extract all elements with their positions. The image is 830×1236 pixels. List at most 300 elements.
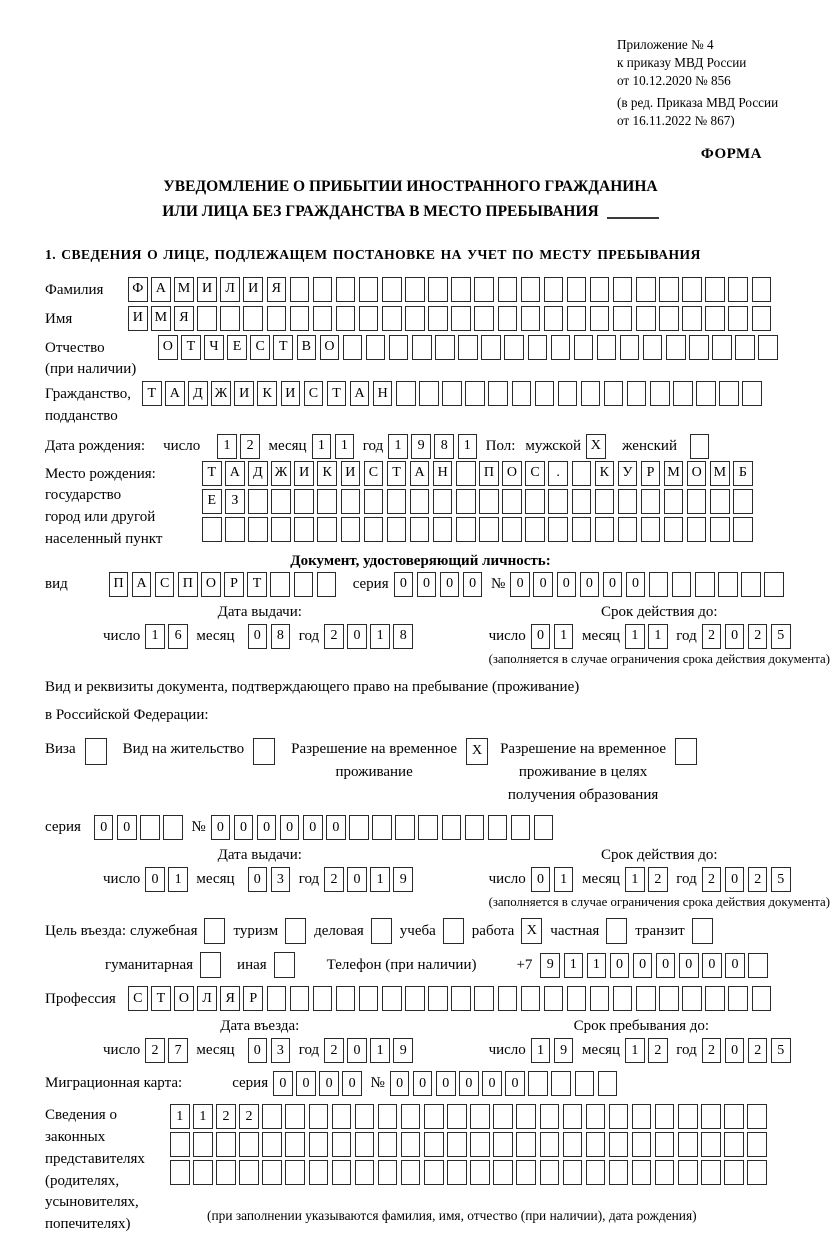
form-cell[interactable]: 1 <box>388 434 408 459</box>
form-cell[interactable] <box>488 381 508 406</box>
form-cell[interactable]: 8 <box>393 624 413 649</box>
identity-expiry-year[interactable] <box>702 624 794 649</box>
form-cell[interactable] <box>382 306 402 331</box>
form-cell[interactable] <box>447 1104 467 1129</box>
form-cell[interactable] <box>253 738 275 765</box>
residence-issue-month[interactable] <box>248 867 294 892</box>
form-cell[interactable] <box>355 1104 375 1129</box>
form-cell[interactable] <box>567 277 587 302</box>
form-cell[interactable]: 0 <box>557 572 577 597</box>
form-cell[interactable] <box>243 306 263 331</box>
form-cell[interactable]: 0 <box>436 1071 456 1096</box>
form-cell[interactable] <box>285 1104 305 1129</box>
form-cell[interactable] <box>719 381 739 406</box>
form-cell[interactable]: Н <box>373 381 393 406</box>
form-cell[interactable]: 0 <box>326 815 346 840</box>
form-cell[interactable] <box>544 306 564 331</box>
form-cell[interactable] <box>395 815 415 840</box>
form-cell[interactable]: 0 <box>603 572 623 597</box>
form-cell[interactable]: 0 <box>725 1038 745 1063</box>
form-cell[interactable]: А <box>350 381 370 406</box>
purpose-business-checkbox[interactable] <box>364 918 392 944</box>
form-cell[interactable]: 8 <box>434 434 454 459</box>
form-cell[interactable] <box>170 1160 190 1185</box>
form-cell[interactable] <box>666 335 686 360</box>
form-cell[interactable] <box>428 277 448 302</box>
form-cell[interactable] <box>474 306 494 331</box>
form-cell[interactable] <box>521 277 541 302</box>
form-cell[interactable] <box>567 986 587 1011</box>
form-cell[interactable]: . <box>548 461 568 486</box>
form-cell[interactable]: 2 <box>702 1038 722 1063</box>
form-cell[interactable] <box>535 381 555 406</box>
form-cell[interactable] <box>401 1132 421 1157</box>
form-cell[interactable] <box>512 381 532 406</box>
form-cell[interactable] <box>540 1104 560 1129</box>
purpose-work-checkbox[interactable] <box>514 918 542 944</box>
form-cell[interactable] <box>575 1071 595 1096</box>
identity-issue-year[interactable] <box>324 624 416 649</box>
form-cell[interactable]: С <box>525 461 545 486</box>
form-cell[interactable]: 9 <box>393 1038 413 1063</box>
form-cell[interactable] <box>451 986 471 1011</box>
form-cell[interactable] <box>741 572 761 597</box>
form-cell[interactable] <box>332 1104 352 1129</box>
form-cell[interactable] <box>747 1160 767 1185</box>
form-cell[interactable]: Р <box>243 986 263 1011</box>
form-cell[interactable] <box>447 1132 467 1157</box>
temp-residence-checkbox[interactable] <box>457 738 488 765</box>
form-cell[interactable] <box>313 306 333 331</box>
purpose-humanitarian-checkbox[interactable] <box>193 952 221 978</box>
entry-day[interactable] <box>145 1038 191 1063</box>
form-cell[interactable]: 0 <box>531 624 551 649</box>
form-cell[interactable] <box>341 489 361 514</box>
form-cell[interactable] <box>465 815 485 840</box>
form-cell[interactable] <box>502 517 522 542</box>
form-cell[interactable]: П <box>178 572 198 597</box>
stay-month[interactable] <box>625 1038 671 1063</box>
form-cell[interactable] <box>424 1132 444 1157</box>
form-cell[interactable] <box>267 986 287 1011</box>
form-cell[interactable] <box>262 1104 282 1129</box>
form-cell[interactable]: О <box>320 335 340 360</box>
form-cell[interactable]: 0 <box>679 953 699 978</box>
form-cell[interactable] <box>696 381 716 406</box>
form-cell[interactable]: 2 <box>748 1038 768 1063</box>
form-cell[interactable] <box>747 1104 767 1129</box>
form-cell[interactable]: 9 <box>554 1038 574 1063</box>
migration-series-boxes[interactable] <box>273 1071 365 1096</box>
male-checkbox[interactable] <box>586 434 609 459</box>
form-cell[interactable] <box>764 572 784 597</box>
form-cell[interactable]: С <box>128 986 148 1011</box>
form-cell[interactable]: 2 <box>648 867 668 892</box>
form-cell[interactable] <box>620 335 640 360</box>
form-cell[interactable]: 0 <box>417 572 437 597</box>
residence-number-boxes[interactable] <box>211 815 557 840</box>
birth-month-boxes[interactable] <box>312 434 358 459</box>
form-cell[interactable] <box>412 335 432 360</box>
residence-expiry-day[interactable] <box>531 867 577 892</box>
form-cell[interactable] <box>418 815 438 840</box>
residence-issue-year[interactable] <box>324 867 416 892</box>
form-cell[interactable]: 0 <box>234 815 254 840</box>
form-cell[interactable] <box>690 434 710 459</box>
form-cell[interactable]: 0 <box>319 1071 339 1096</box>
form-cell[interactable] <box>525 517 545 542</box>
form-cell[interactable] <box>470 1160 490 1185</box>
form-cell[interactable]: М <box>664 461 684 486</box>
form-cell[interactable] <box>678 1132 698 1157</box>
form-cell[interactable] <box>372 815 392 840</box>
form-cell[interactable]: 0 <box>248 867 268 892</box>
form-cell[interactable] <box>752 986 772 1011</box>
form-cell[interactable] <box>613 277 633 302</box>
form-cell[interactable] <box>502 489 522 514</box>
form-cell[interactable] <box>655 1160 675 1185</box>
form-cell[interactable]: 0 <box>533 572 553 597</box>
form-cell[interactable] <box>474 986 494 1011</box>
form-cell[interactable] <box>609 1132 629 1157</box>
form-cell[interactable]: Т <box>247 572 267 597</box>
form-cell[interactable] <box>590 306 610 331</box>
representatives-row3[interactable] <box>170 1160 770 1185</box>
form-cell[interactable] <box>262 1132 282 1157</box>
form-cell[interactable]: С <box>155 572 175 597</box>
form-cell[interactable] <box>285 1132 305 1157</box>
form-cell[interactable] <box>170 1132 190 1157</box>
form-cell[interactable] <box>493 1132 513 1157</box>
form-cell[interactable]: Е <box>227 335 247 360</box>
form-cell[interactable]: А <box>410 461 430 486</box>
form-cell[interactable] <box>493 1160 513 1185</box>
form-cell[interactable]: О <box>158 335 178 360</box>
form-cell[interactable] <box>378 1160 398 1185</box>
form-cell[interactable]: 2 <box>702 624 722 649</box>
form-cell[interactable] <box>341 517 361 542</box>
form-cell[interactable]: 0 <box>394 572 414 597</box>
form-cell[interactable] <box>528 1071 548 1096</box>
form-cell[interactable] <box>274 952 295 978</box>
form-cell[interactable] <box>382 986 402 1011</box>
form-cell[interactable]: М <box>151 306 171 331</box>
form-cell[interactable]: В <box>297 335 317 360</box>
form-cell[interactable] <box>371 918 392 944</box>
form-cell[interactable] <box>705 986 725 1011</box>
form-cell[interactable] <box>544 986 564 1011</box>
form-cell[interactable] <box>451 277 471 302</box>
form-cell[interactable]: 1 <box>145 624 165 649</box>
form-cell[interactable]: Т <box>151 986 171 1011</box>
form-cell[interactable]: 0 <box>94 815 114 840</box>
form-cell[interactable] <box>239 1160 259 1185</box>
form-cell[interactable]: 1 <box>587 953 607 978</box>
form-cell[interactable] <box>225 517 245 542</box>
form-cell[interactable] <box>442 815 462 840</box>
form-cell[interactable] <box>428 986 448 1011</box>
form-cell[interactable] <box>572 461 592 486</box>
profession-boxes[interactable] <box>128 986 775 1011</box>
form-cell[interactable] <box>673 381 693 406</box>
doc-number-boxes[interactable] <box>510 572 787 597</box>
form-cell[interactable]: 0 <box>505 1071 525 1096</box>
form-cell[interactable]: И <box>243 277 263 302</box>
form-cell[interactable] <box>618 517 638 542</box>
form-cell[interactable] <box>456 517 476 542</box>
form-cell[interactable] <box>405 306 425 331</box>
form-cell[interactable]: 1 <box>625 867 645 892</box>
form-cell[interactable]: 1 <box>554 867 574 892</box>
form-cell[interactable] <box>382 277 402 302</box>
form-cell[interactable] <box>511 815 531 840</box>
purpose-transit-checkbox[interactable] <box>685 918 713 944</box>
form-cell[interactable] <box>650 381 670 406</box>
form-cell[interactable] <box>309 1132 329 1157</box>
form-cell[interactable] <box>470 1104 490 1129</box>
purpose-private-checkbox[interactable] <box>599 918 627 944</box>
form-cell[interactable] <box>618 489 638 514</box>
form-cell[interactable]: 2 <box>240 434 260 459</box>
form-cell[interactable] <box>641 489 661 514</box>
form-cell[interactable] <box>528 335 548 360</box>
form-cell[interactable] <box>498 986 518 1011</box>
form-cell[interactable] <box>248 489 268 514</box>
form-cell[interactable] <box>343 335 363 360</box>
form-cell[interactable] <box>465 381 485 406</box>
form-cell[interactable] <box>366 335 386 360</box>
form-cell[interactable]: 0 <box>440 572 460 597</box>
form-cell[interactable]: 8 <box>271 624 291 649</box>
form-cell[interactable]: К <box>595 461 615 486</box>
form-cell[interactable] <box>563 1160 583 1185</box>
form-cell[interactable]: И <box>234 381 254 406</box>
form-cell[interactable] <box>309 1160 329 1185</box>
purpose-tourism-checkbox[interactable] <box>278 918 306 944</box>
form-cell[interactable] <box>548 517 568 542</box>
form-cell[interactable] <box>682 306 702 331</box>
citizenship-boxes[interactable] <box>142 381 766 406</box>
residence-series-boxes[interactable] <box>94 815 186 840</box>
birth-place-row3[interactable] <box>202 517 756 542</box>
form-cell[interactable]: О <box>687 461 707 486</box>
form-cell[interactable] <box>682 277 702 302</box>
form-cell[interactable]: 1 <box>531 1038 551 1063</box>
form-cell[interactable]: 1 <box>335 434 355 459</box>
birth-year-boxes[interactable] <box>388 434 480 459</box>
form-cell[interactable]: 0 <box>610 953 630 978</box>
form-cell[interactable] <box>451 306 471 331</box>
form-cell[interactable]: 1 <box>170 1104 190 1129</box>
form-cell[interactable] <box>285 1160 305 1185</box>
female-checkbox[interactable] <box>690 434 713 459</box>
form-cell[interactable] <box>563 1104 583 1129</box>
form-cell[interactable]: 1 <box>625 1038 645 1063</box>
form-cell[interactable]: З <box>225 489 245 514</box>
form-cell[interactable] <box>435 335 455 360</box>
identity-expiry-month[interactable] <box>625 624 671 649</box>
purpose-official-checkbox[interactable] <box>197 918 225 944</box>
form-cell[interactable] <box>202 517 222 542</box>
form-cell[interactable] <box>540 1132 560 1157</box>
form-cell[interactable]: 2 <box>324 867 344 892</box>
form-cell[interactable]: 0 <box>145 867 165 892</box>
form-cell[interactable] <box>481 335 501 360</box>
form-cell[interactable]: 0 <box>725 953 745 978</box>
form-cell[interactable] <box>735 335 755 360</box>
form-cell[interactable]: А <box>165 381 185 406</box>
form-cell[interactable] <box>193 1132 213 1157</box>
form-cell[interactable] <box>678 1104 698 1129</box>
form-cell[interactable] <box>718 572 738 597</box>
form-cell[interactable] <box>728 986 748 1011</box>
form-cell[interactable] <box>387 517 407 542</box>
form-cell[interactable]: 0 <box>459 1071 479 1096</box>
form-cell[interactable] <box>267 306 287 331</box>
form-cell[interactable] <box>378 1132 398 1157</box>
phone-boxes[interactable] <box>540 953 771 978</box>
form-cell[interactable]: 0 <box>463 572 483 597</box>
form-cell[interactable] <box>692 918 713 944</box>
form-cell[interactable] <box>290 277 310 302</box>
form-cell[interactable]: М <box>174 277 194 302</box>
edu-residence-checkbox[interactable] <box>666 738 697 765</box>
form-cell[interactable]: 0 <box>211 815 231 840</box>
form-cell[interactable] <box>701 1104 721 1129</box>
form-cell[interactable] <box>220 306 240 331</box>
form-cell[interactable]: А <box>132 572 152 597</box>
form-cell[interactable]: 0 <box>347 624 367 649</box>
form-cell[interactable] <box>678 1160 698 1185</box>
form-cell[interactable] <box>456 489 476 514</box>
form-cell[interactable]: 1 <box>370 624 390 649</box>
form-cell[interactable] <box>458 335 478 360</box>
form-cell[interactable]: 0 <box>342 1071 362 1096</box>
form-cell[interactable] <box>313 986 333 1011</box>
form-cell[interactable]: 0 <box>580 572 600 597</box>
form-cell[interactable] <box>140 815 160 840</box>
form-cell[interactable]: 0 <box>347 867 367 892</box>
form-cell[interactable] <box>433 489 453 514</box>
form-cell[interactable] <box>239 1132 259 1157</box>
form-cell[interactable] <box>359 277 379 302</box>
form-cell[interactable] <box>200 952 221 978</box>
entry-year[interactable] <box>324 1038 416 1063</box>
form-cell[interactable] <box>516 1160 536 1185</box>
form-cell[interactable]: 3 <box>271 867 291 892</box>
identity-expiry-day[interactable] <box>531 624 577 649</box>
form-cell[interactable] <box>636 277 656 302</box>
form-cell[interactable]: 0 <box>510 572 530 597</box>
form-cell[interactable] <box>613 306 633 331</box>
form-cell[interactable] <box>649 572 669 597</box>
form-cell[interactable] <box>405 277 425 302</box>
stay-year[interactable] <box>702 1038 794 1063</box>
form-cell[interactable] <box>687 517 707 542</box>
form-cell[interactable]: 1 <box>370 1038 390 1063</box>
form-cell[interactable] <box>493 1104 513 1129</box>
form-cell[interactable] <box>290 986 310 1011</box>
form-cell[interactable] <box>742 381 762 406</box>
form-cell[interactable] <box>609 1104 629 1129</box>
form-cell[interactable]: 0 <box>280 815 300 840</box>
form-cell[interactable] <box>349 815 369 840</box>
form-cell[interactable] <box>636 986 656 1011</box>
form-cell[interactable] <box>294 572 314 597</box>
form-cell[interactable] <box>609 1160 629 1185</box>
birth-day-boxes[interactable] <box>217 434 263 459</box>
form-cell[interactable]: 2 <box>145 1038 165 1063</box>
form-cell[interactable] <box>606 918 627 944</box>
representatives-row1[interactable] <box>170 1104 770 1129</box>
form-cell[interactable]: 0 <box>390 1071 410 1096</box>
form-cell[interactable] <box>336 306 356 331</box>
form-cell[interactable] <box>525 489 545 514</box>
form-cell[interactable] <box>359 986 379 1011</box>
form-cell[interactable] <box>632 1132 652 1157</box>
form-cell[interactable] <box>574 335 594 360</box>
form-cell[interactable] <box>701 1160 721 1185</box>
form-cell[interactable] <box>687 489 707 514</box>
form-cell[interactable] <box>85 738 107 765</box>
form-cell[interactable] <box>748 953 768 978</box>
form-cell[interactable] <box>433 517 453 542</box>
form-cell[interactable] <box>659 306 679 331</box>
birth-place-row1[interactable] <box>202 461 756 486</box>
form-cell[interactable] <box>655 1104 675 1129</box>
form-cell[interactable] <box>664 489 684 514</box>
form-cell[interactable] <box>355 1160 375 1185</box>
form-cell[interactable]: 2 <box>748 624 768 649</box>
entry-month[interactable] <box>248 1038 294 1063</box>
form-cell[interactable] <box>197 306 217 331</box>
form-cell[interactable]: 2 <box>239 1104 259 1129</box>
form-cell[interactable]: 1 <box>564 953 584 978</box>
form-cell[interactable] <box>689 335 709 360</box>
form-cell[interactable]: И <box>197 277 217 302</box>
form-cell[interactable] <box>712 335 732 360</box>
form-cell[interactable]: 0 <box>633 953 653 978</box>
form-cell[interactable] <box>590 986 610 1011</box>
form-cell[interactable] <box>516 1104 536 1129</box>
form-cell[interactable] <box>551 1071 571 1096</box>
form-cell[interactable] <box>724 1160 744 1185</box>
form-cell[interactable]: X <box>586 434 606 459</box>
residence-issue-day[interactable] <box>145 867 191 892</box>
form-cell[interactable] <box>456 461 476 486</box>
form-cell[interactable] <box>733 517 753 542</box>
form-cell[interactable] <box>758 335 778 360</box>
form-cell[interactable]: И <box>294 461 314 486</box>
form-cell[interactable]: 0 <box>725 624 745 649</box>
form-cell[interactable] <box>447 1160 467 1185</box>
form-cell[interactable] <box>752 306 772 331</box>
form-cell[interactable]: 9 <box>540 953 560 978</box>
form-cell[interactable]: Т <box>202 461 222 486</box>
form-cell[interactable]: 0 <box>248 1038 268 1063</box>
form-cell[interactable]: Ф <box>128 277 148 302</box>
form-cell[interactable] <box>498 306 518 331</box>
form-cell[interactable]: 9 <box>393 867 413 892</box>
surname-boxes[interactable] <box>128 277 775 302</box>
form-cell[interactable] <box>428 306 448 331</box>
form-cell[interactable]: Т <box>273 335 293 360</box>
form-cell[interactable]: К <box>257 381 277 406</box>
form-cell[interactable] <box>705 277 725 302</box>
form-cell[interactable] <box>548 489 568 514</box>
form-cell[interactable]: 5 <box>771 624 791 649</box>
patronymic-boxes[interactable] <box>158 335 782 360</box>
